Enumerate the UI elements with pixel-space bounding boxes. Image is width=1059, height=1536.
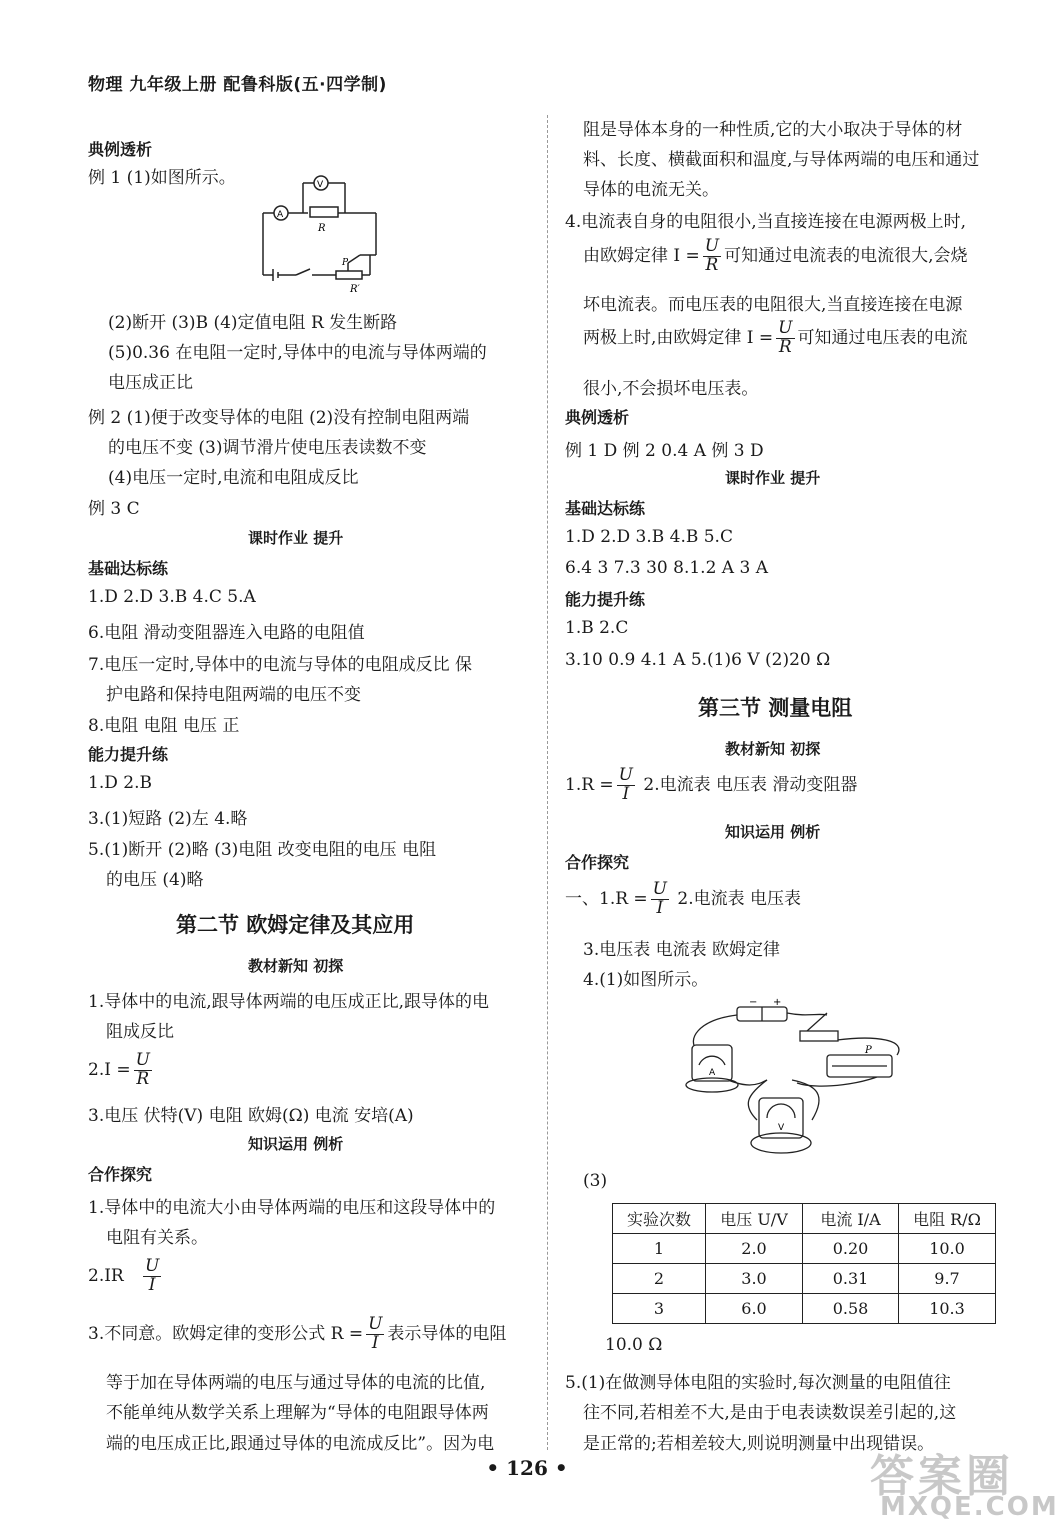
fraction [143, 1258, 161, 1295]
text: 表示导体的电阻 [387, 1323, 507, 1344]
basic-line7b: 护电路和保持电阻两端的电压不变 [106, 685, 361, 705]
ability-line1: 1.D 2.B [88, 773, 152, 793]
numerator: U [144, 1256, 160, 1276]
formula-prefix: 2.IR [88, 1265, 124, 1286]
denominator: I [656, 897, 664, 918]
right-coop-line4: 4.(1)如图所示。 [583, 970, 709, 990]
typical-title: 典例透析 [88, 140, 153, 159]
ability-title: 能力提升练 [88, 745, 169, 764]
right-new-line1 [565, 767, 857, 804]
ability-line5a: 5.(1)断开 (2)略 (3)电阻 改变电阻的电压 电阻 [88, 840, 437, 860]
right-coop-line1 [565, 881, 801, 918]
fraction [366, 1316, 384, 1353]
right-line5a: 5.(1)在做测导体电阻的实验时,每次测量的电阻值往 [565, 1373, 951, 1393]
text: 可知通过电流表的电流很大,会烧 [724, 245, 968, 266]
right-basic-title: 基础达标练 [565, 499, 646, 518]
right-line4c: 坏电流表。而电压表的电阻很大,当直接连接在电源 [583, 295, 963, 315]
text: 两极上时,由欧姆定律 I = [583, 327, 774, 348]
formula-prefix: 2.I = [88, 1059, 131, 1080]
average-resistance: 10.0 Ω [605, 1335, 663, 1355]
text: 由欧姆定律 I = [583, 245, 700, 266]
right-new-title: 教材新知 初探 [725, 740, 821, 758]
table-row [613, 1264, 996, 1294]
right-basic-line6: 6.4 3 7.3 30 8.1.2 A 3 A [565, 558, 768, 578]
coop-line3b: 等于加在导体两端的电压与通过导体的电流的比值, [106, 1373, 486, 1393]
coop-line1a: 1.导体中的电流大小由导体两端的电压和这段导体中的 [88, 1198, 496, 1218]
right-homework-title: 课时作业 提升 [725, 469, 821, 487]
right-ability-title: 能力提升练 [565, 590, 646, 609]
coop-line3d: 端的电压成正比,跟通过导体的电流成反比”。因为电 [106, 1434, 495, 1454]
denominator: R [705, 254, 719, 275]
right-line5c: 是正常的;若相差较大,则说明测量中出现错误。 [583, 1434, 935, 1454]
homework-title: 课时作业 提升 [248, 529, 344, 547]
right-ability-line3: 3.10 0.9 4.1 A 5.(1)6 V (2)20 Ω [565, 650, 831, 670]
right-ability-line1: 1.B 2.C [565, 618, 629, 638]
table-cell: 2 [613, 1264, 706, 1294]
right-line1: 阻是导体本身的一种性质,它的大小取决于导体的材 [583, 120, 963, 140]
ability-line3: 3.(1)短路 (2)左 4.略 [88, 809, 248, 829]
coop-title: 合作探究 [88, 1165, 153, 1184]
right-line4e: 很小,不会损坏电压表。 [583, 379, 759, 399]
page-number: • 126 • [486, 1456, 568, 1480]
fraction [617, 767, 635, 804]
right-typical-title: 典例透析 [565, 408, 630, 427]
table-cell: 1 [613, 1234, 706, 1264]
watermark-line1: 答案圈 [870, 1451, 1014, 1502]
table-header-cell: 电阻 R/Ω [899, 1204, 996, 1234]
right-use-title: 知识运用 例析 [725, 823, 821, 841]
right-basic-line1: 1.D 2.D 3.B 4.B 5.C [565, 527, 733, 547]
right-line3: 导体的电流无关。 [583, 180, 719, 200]
ex1-line2: (2)断开 (3)B (4)定值电阻 R 发生断路 [108, 313, 398, 333]
table-cell: 9.7 [899, 1264, 996, 1294]
text: 可知通过电压表的电流 [797, 327, 968, 348]
ammeter-symbol: A [277, 210, 284, 220]
text: 2.电流表 电压表 滑动变阻器 [643, 774, 858, 795]
fraction [651, 881, 669, 918]
denominator: I [371, 1332, 379, 1353]
numerator: U [135, 1050, 150, 1070]
table-cell: 3.0 [706, 1264, 803, 1294]
ex1-line4: 电压成正比 [108, 373, 193, 393]
new-knowledge-title: 教材新知 初探 [248, 957, 344, 975]
right-coop-line3: 3.电压表 电流表 欧姆定律 [583, 940, 781, 960]
section-2-title: 第二节 欧姆定律及其应用 [176, 913, 415, 937]
numerator: U [652, 879, 667, 899]
new-line1a: 1.导体中的电流,跟导体两端的电压成正比,跟导体的电 [88, 992, 490, 1012]
example-2-line3: (4)电压一定时,电流和电阻成反比 [108, 468, 359, 488]
table-header-cell: 电压 U/V [706, 1204, 803, 1234]
denominator: I [148, 1274, 156, 1295]
text: 3.不同意。欧姆定律的变形公式 R = [88, 1323, 364, 1344]
plus-sign: + [773, 997, 782, 1008]
coop-line2 [88, 1258, 164, 1295]
fraction [703, 238, 721, 275]
rheostat-label: R′ [350, 284, 360, 295]
right-line4b [583, 238, 968, 275]
numerator: U [704, 236, 720, 256]
fraction [776, 320, 794, 357]
new-line2 [88, 1052, 155, 1089]
right-coop-title: 合作探究 [565, 853, 630, 872]
watermark-line2: MXQE.COM [880, 1492, 1059, 1522]
new-line1b: 阻成反比 [106, 1022, 174, 1042]
table-cell: 2.0 [706, 1234, 803, 1264]
example-2-line1: 例 2 (1)便于改变导体的电阻 (2)没有控制电阻两端 [88, 408, 470, 428]
table-header-cell: 实验次数 [613, 1204, 706, 1234]
coop-line1b: 电阻有关系。 [106, 1228, 208, 1248]
example-3: 例 3 C [88, 499, 140, 519]
coop-line3c: 不能单纯从数学关系上理解为“导体的电阻跟导体两 [106, 1403, 489, 1423]
table-cell: 6.0 [706, 1294, 803, 1324]
watermark-logo [840, 1440, 1059, 1530]
right-line2: 料、长度、横截面积和温度,与导体两端的电压和通过 [583, 150, 980, 170]
new-line3: 3.电压 伏特(V) 电阻 欧姆(Ω) 电流 安培(A) [88, 1106, 414, 1126]
section-3-title: 第三节 测量电阻 [698, 696, 853, 720]
example-1: 例 1 (1)如图所示。 [88, 168, 236, 188]
table-header-cell: 电流 I/A [803, 1204, 899, 1234]
table-row [613, 1234, 996, 1264]
results-table [612, 1203, 996, 1324]
resistor-label: R [318, 223, 326, 234]
denominator: I [622, 783, 630, 804]
right-coop-line4-3: (3) [583, 1171, 608, 1191]
table-header-row [613, 1204, 996, 1234]
text: 1.R = [565, 774, 614, 795]
numerator: U [778, 318, 793, 338]
coop-line3 [88, 1316, 506, 1353]
basic-title: 基础达标练 [88, 559, 169, 578]
right-typical-answers: 例 1 D 例 2 0.4 A 例 3 D [565, 441, 764, 461]
table-cell: 3 [613, 1294, 706, 1324]
basic-line7a: 7.电压一定时,导体中的电流与导体的电阻成反比 保 [88, 655, 473, 675]
voltmeter-label: V [778, 1123, 785, 1133]
column-divider [547, 115, 548, 1450]
table-cell: 0.20 [803, 1234, 899, 1264]
basic-line8: 8.电阻 电阻 电压 正 [88, 716, 240, 736]
page-header: 物理 九年级上册 配鲁科版(五·四学制) [88, 75, 387, 95]
apparatus-diagram [687, 995, 912, 1165]
right-line4a: 4.电流表自身的电阻很小,当直接连接在电源两极上时, [565, 212, 967, 232]
table-cell: 0.31 [803, 1264, 899, 1294]
ammeter-label: A [709, 1068, 716, 1078]
table-cell: 0.58 [803, 1294, 899, 1324]
circuit-diagram [258, 175, 388, 295]
voltmeter-symbol: V [317, 180, 324, 190]
ex1-line3: (5)0.36 在电阻一定时,导体中的电流与导体两端的 [108, 343, 487, 363]
fraction [134, 1052, 152, 1089]
numerator: U [368, 1314, 383, 1334]
right-line5b: 往不同,若相差不大,是由于电表读数误差引起的,这 [583, 1403, 957, 1423]
slider-label: P [865, 1045, 872, 1056]
use-title: 知识运用 例析 [248, 1135, 344, 1153]
text: 一、1.R = [565, 888, 648, 909]
text: 2.电流表 电压表 [677, 888, 802, 909]
basic-line1: 1.D 2.D 3.B 4.C 5.A [88, 587, 256, 607]
example-2-line2: 的电压不变 (3)调节滑片使电压表读数不变 [108, 438, 427, 458]
basic-line6: 6.电阻 滑动变阻器连入电路的电阻值 [88, 623, 365, 643]
table-cell: 10.3 [899, 1294, 996, 1324]
ability-line5b: 的电压 (4)略 [106, 870, 204, 890]
slider-label: P [342, 258, 349, 268]
denominator: R [778, 336, 792, 357]
numerator: U [618, 765, 633, 785]
table-row [613, 1294, 996, 1324]
right-line4d [583, 320, 968, 357]
minus-sign: − [749, 997, 758, 1008]
denominator: R [136, 1068, 150, 1089]
table-cell: 10.0 [899, 1234, 996, 1264]
